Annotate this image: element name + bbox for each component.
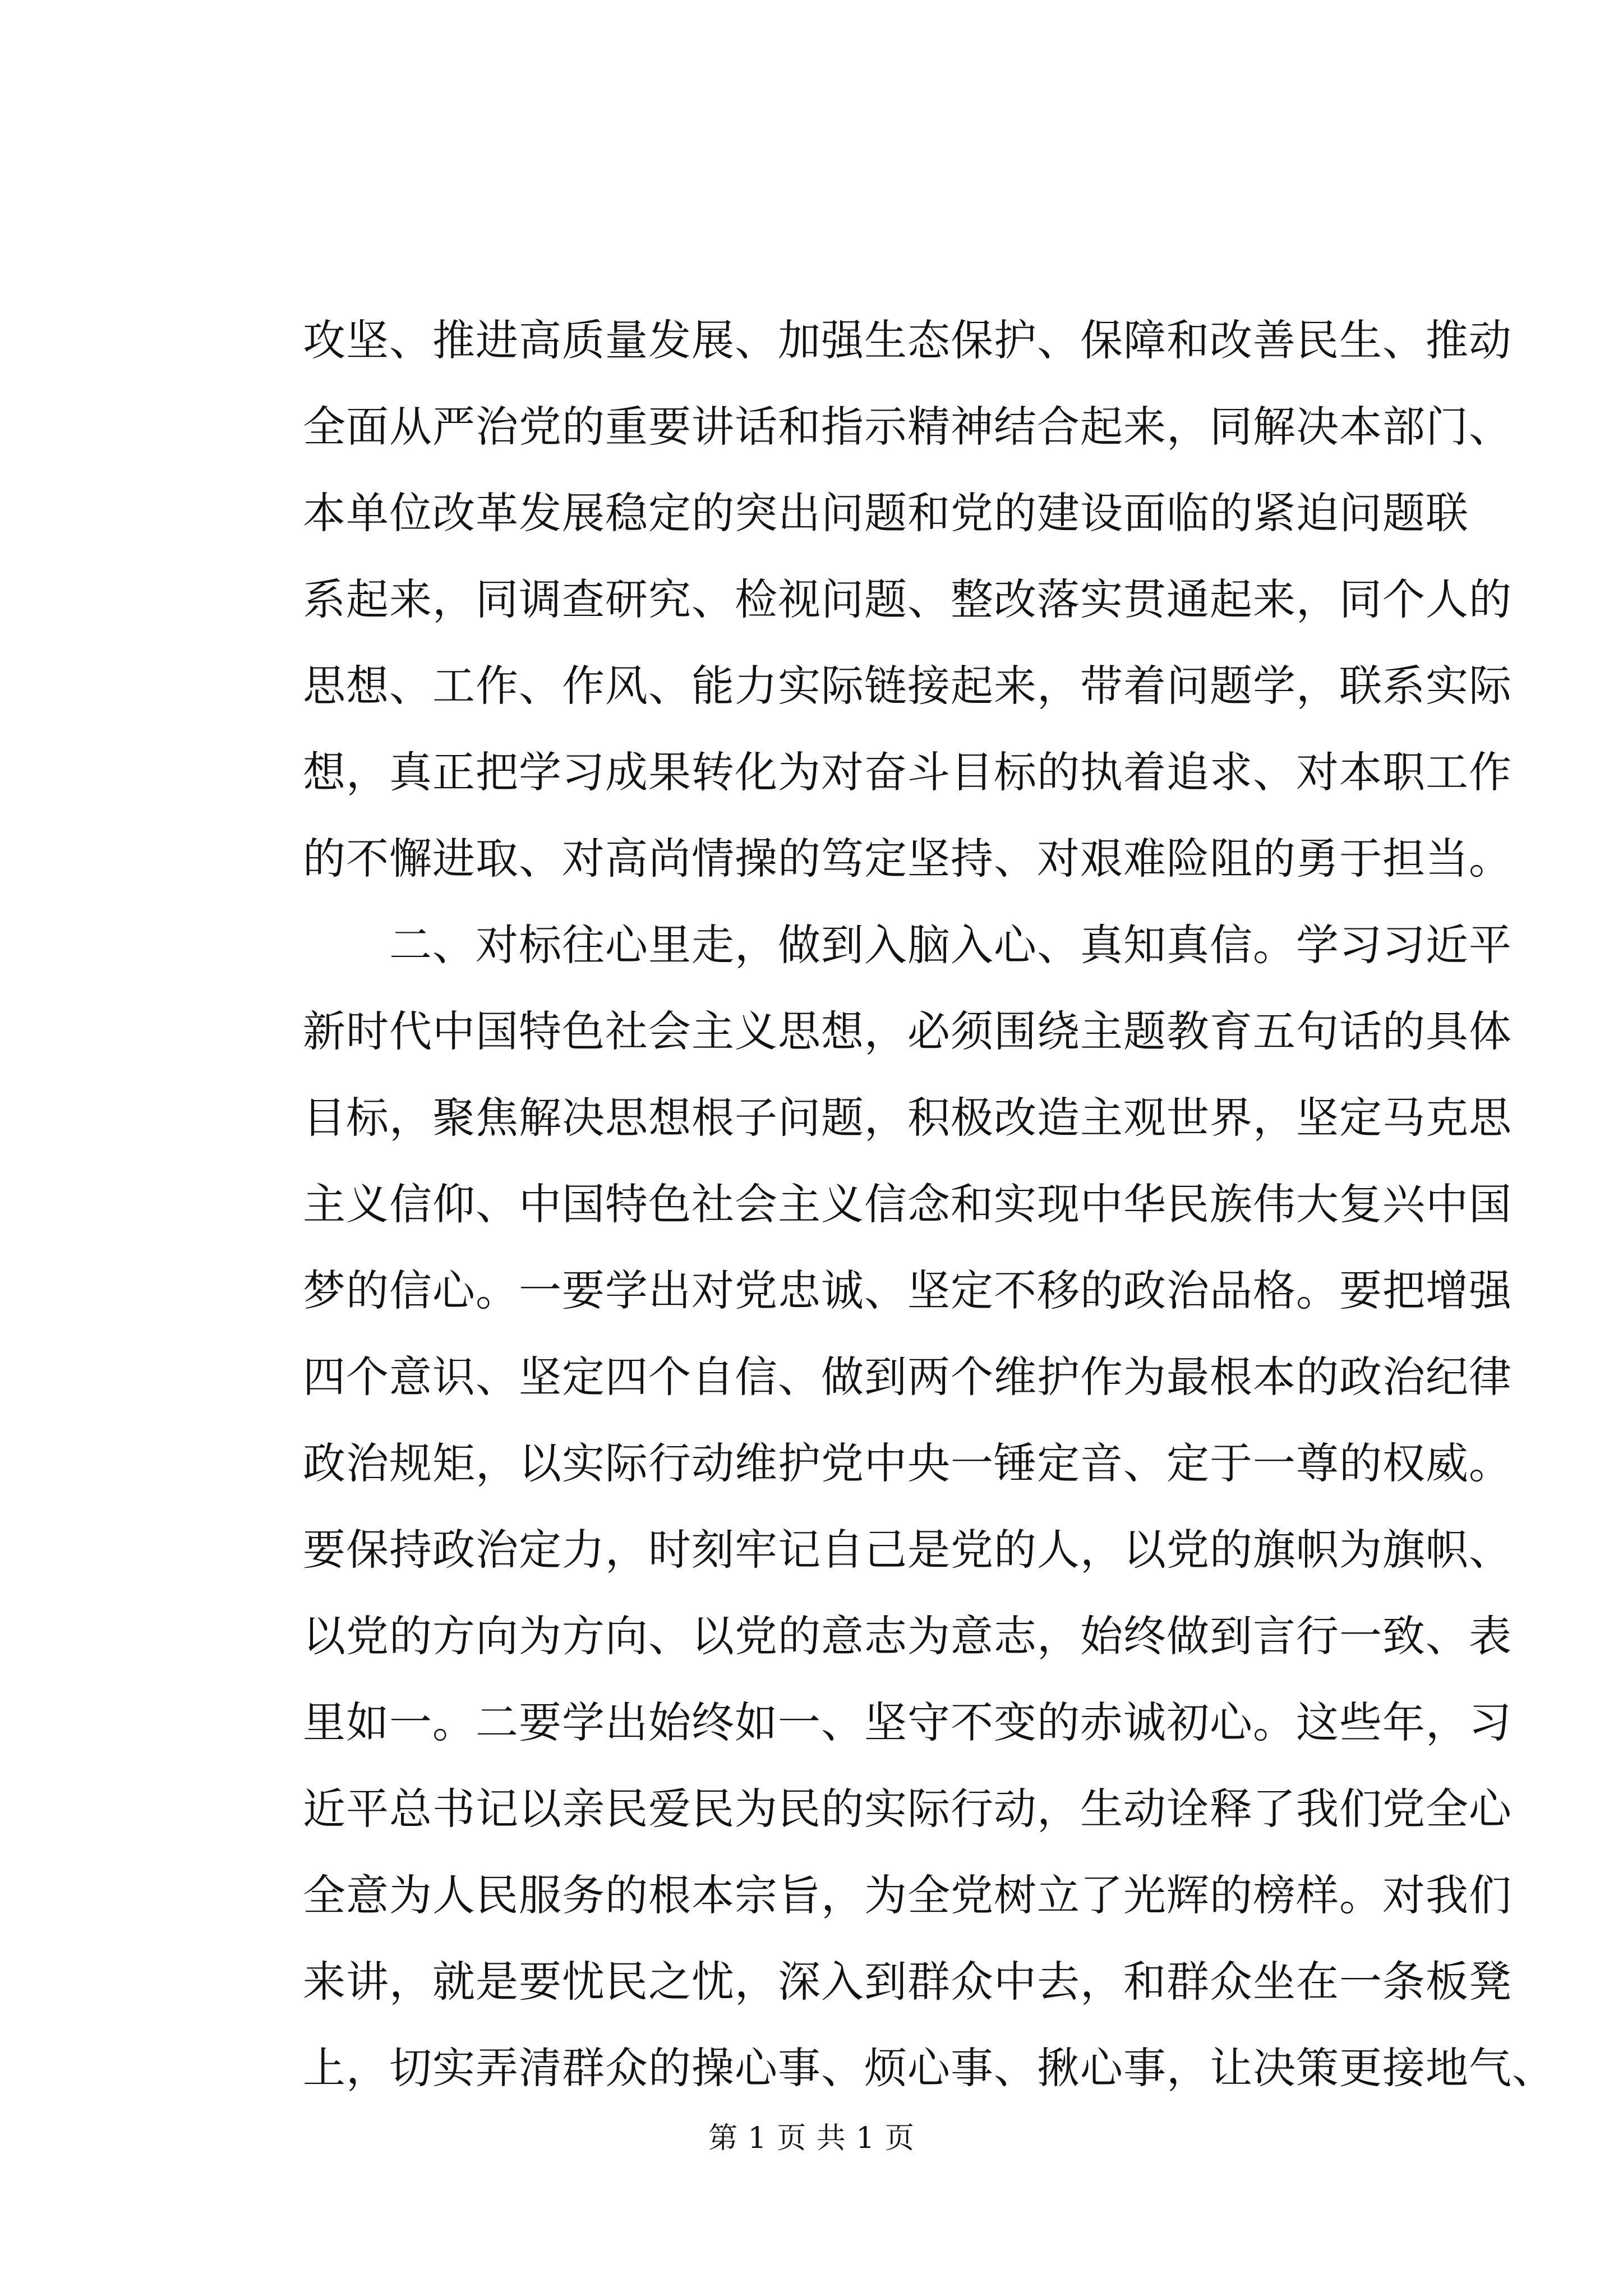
text-line: 来讲，就是要忧民之忧，深入到群众中去，和群众坐在一条板凳 (303, 1957, 1512, 2007)
text-line: 二、对标往心里走，做到入脑入心、真知真信。学习习近平 (303, 920, 1512, 970)
text-line: 里如一。二要学出始终如一、坚守不变的赤诚初心。这些年，习 (303, 1697, 1512, 1747)
text-line: 全面从严治党的重要讲话和指示精神结合起来，同解决本部门、 (303, 402, 1512, 452)
text-line: 四个意识、坚定四个自信、做到两个维护作为最根本的政治纪律 (303, 1352, 1512, 1402)
page-footer (0, 2116, 1623, 2161)
text-line: 政治规矩，以实际行动维护党中央一锤定音、定于一尊的权威。 (303, 1438, 1512, 1488)
text-line: 新时代中国特色社会主义思想，必须围绕主题教育五句话的具体 (303, 1006, 1512, 1056)
text-line: 以党的方向为方向、以党的意志为意志，始终做到言行一致、表 (303, 1611, 1512, 1661)
body-text (303, 297, 1555, 2111)
page-number-label: 第 1 页 共 1 页 (708, 2122, 915, 2155)
text-line: 目标，聚焦解决思想根子问题，积极改造主观世界，坚定马克思 (303, 1093, 1512, 1143)
text-line: 主义信仰、中国特色社会主义信念和实现中华民族伟大复兴中国 (303, 1179, 1512, 1229)
text-line: 系起来，同调查研究、检视问题、整改落实贯通起来，同个人的 (303, 574, 1512, 624)
text-line: 的不懈进取、对高尚情操的笃定坚持、对艰难险阻的勇于担当。 (303, 834, 1512, 884)
text-line: 近平总书记以亲民爱民为民的实际行动，生动诠释了我们党全心 (303, 1784, 1512, 1834)
text-line: 全意为人民服务的根本宗旨，为全党树立了光辉的榜样。对我们 (303, 1870, 1512, 1920)
text-line: 攻坚、推进高质量发展、加强生态保护、保障和改善民生、推动 (303, 315, 1512, 365)
text-line: 上，切实弄清群众的操心事、烦心事、揪心事，让决策更接地气、 (303, 2043, 1555, 2093)
text-line: 梦的信心。一要学出对党忠诚、坚定不移的政治品格。要把增强 (303, 1266, 1512, 1315)
text-line: 本单位改革发展稳定的突出问题和党的建设面临的紧迫问题联 (303, 488, 1469, 538)
text-line: 想，真正把学习成果转化为对奋斗目标的执着追求、对本职工作 (303, 747, 1512, 797)
text-line: 要保持政治定力，时刻牢记自己是党的人，以党的旗帜为旗帜、 (303, 1525, 1512, 1575)
text-line: 思想、工作、作风、能力实际链接起来，带着问题学，联系实际 (303, 661, 1512, 711)
